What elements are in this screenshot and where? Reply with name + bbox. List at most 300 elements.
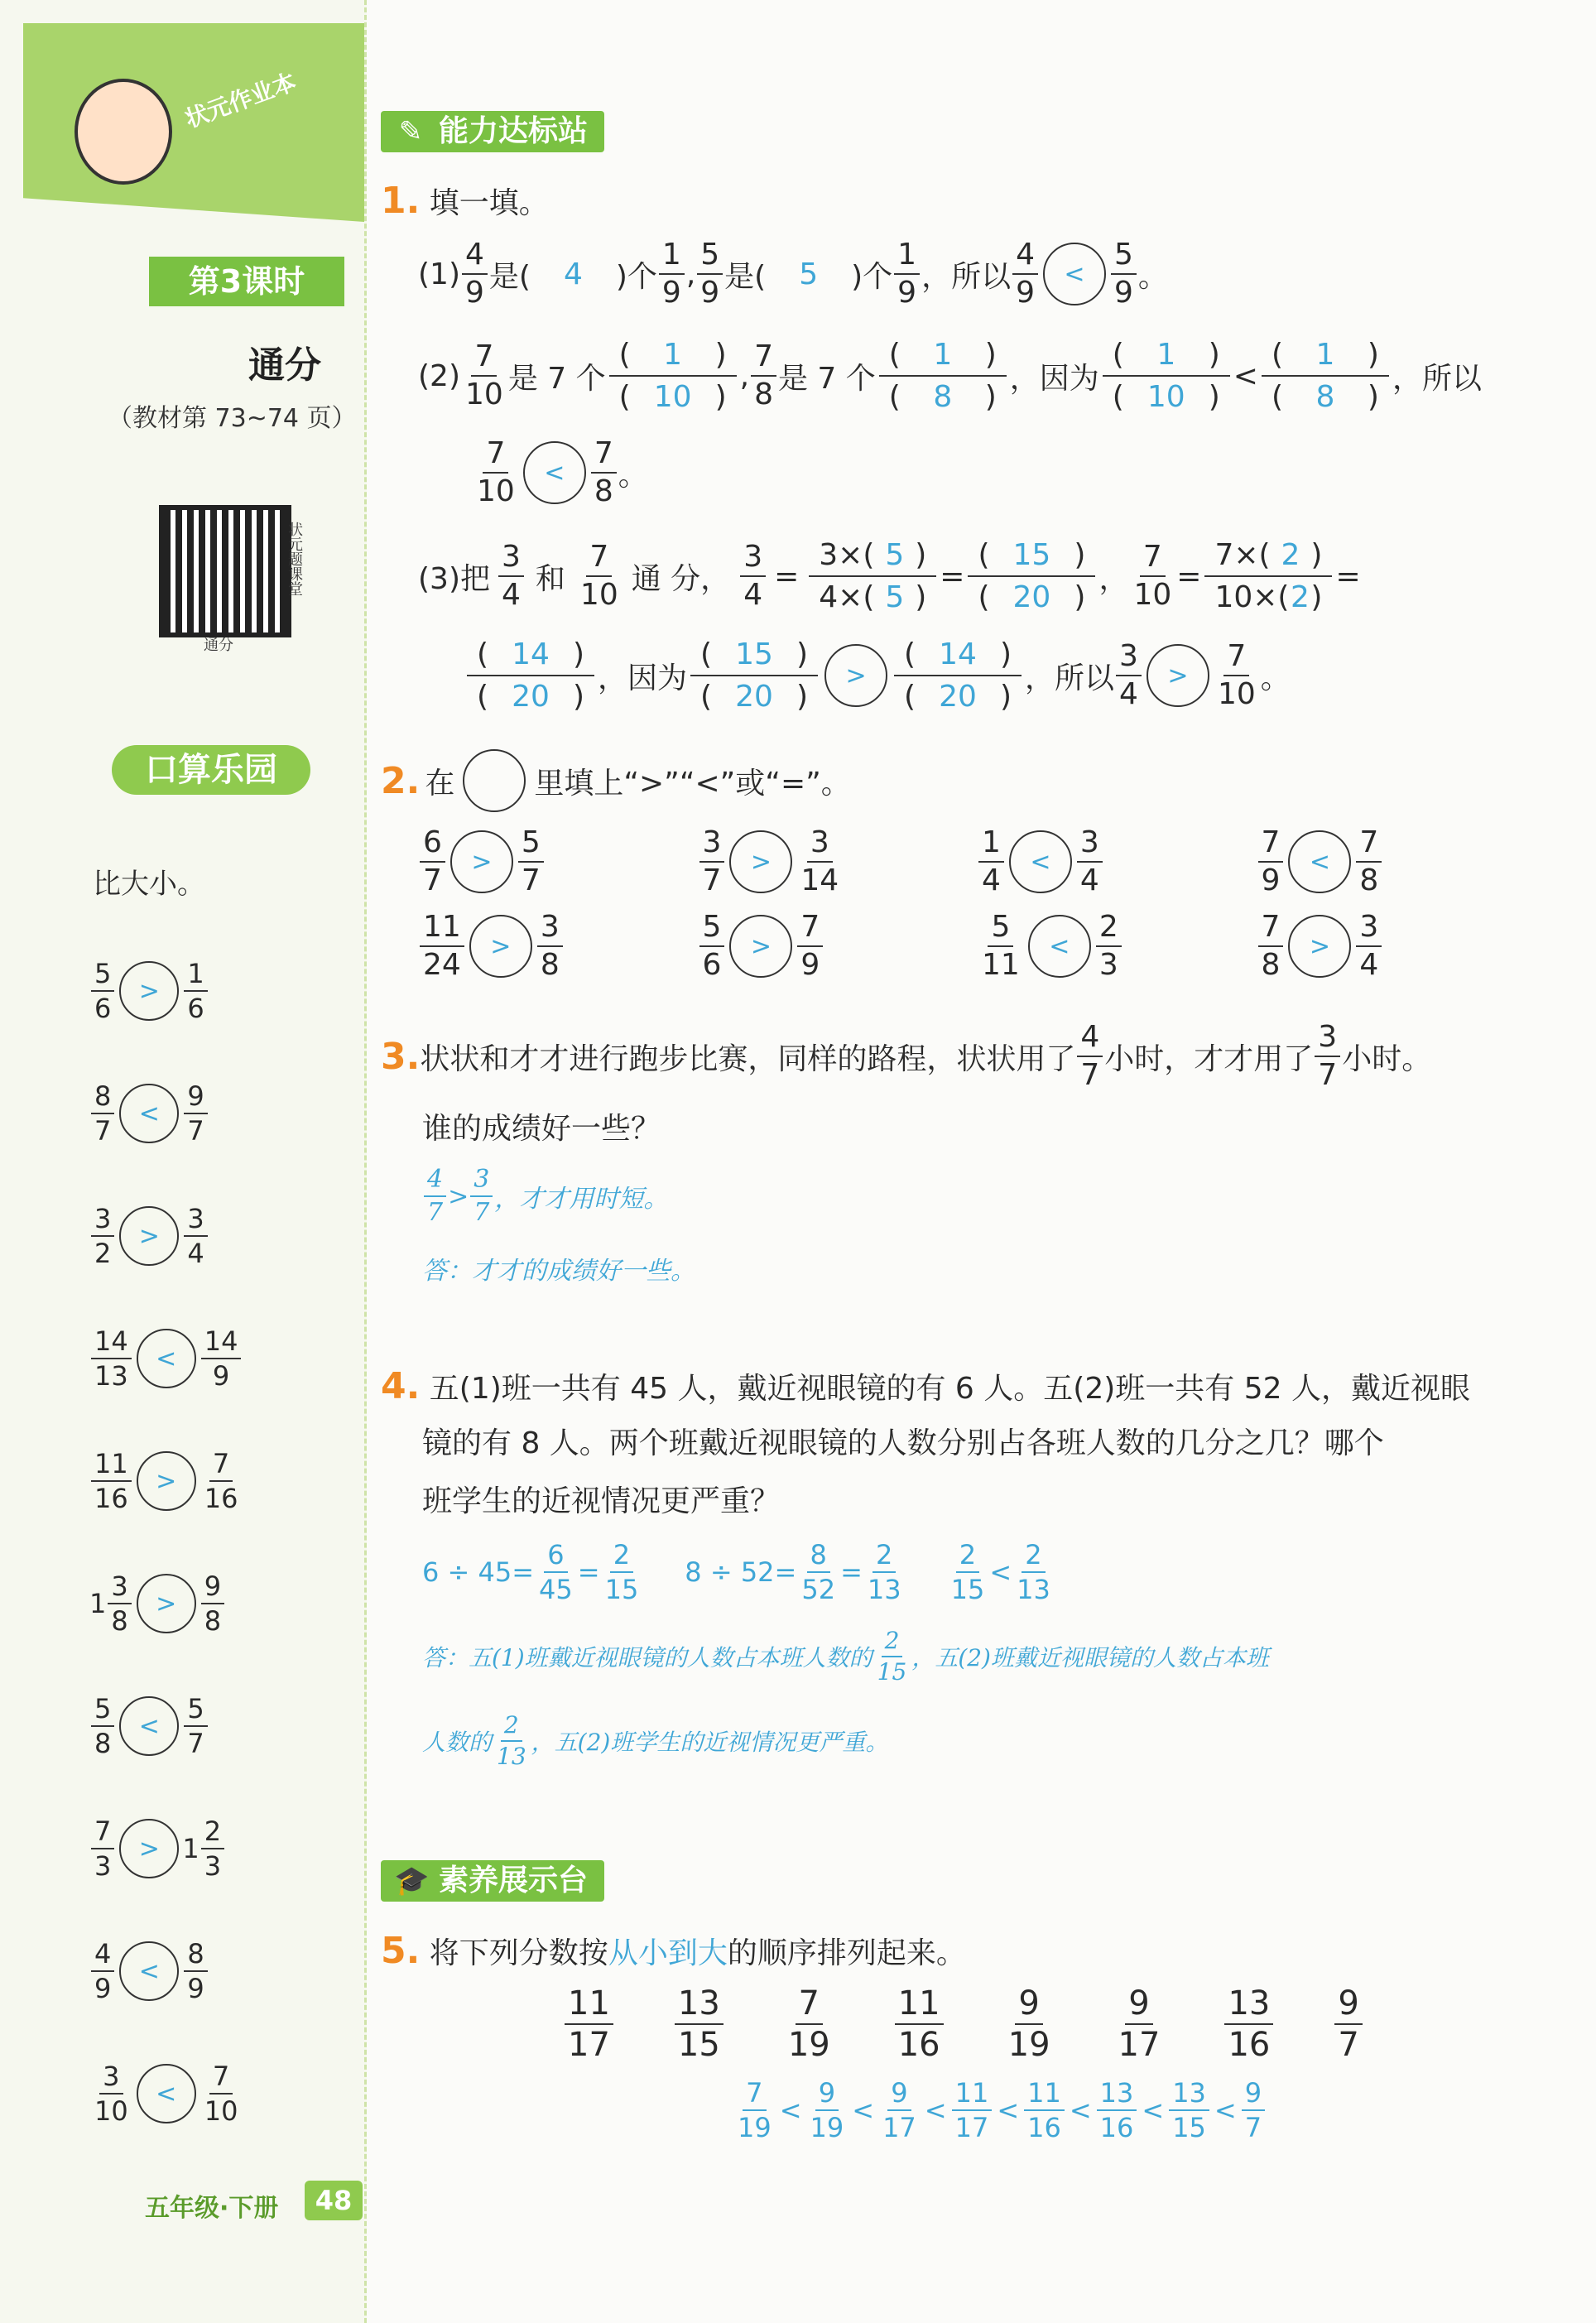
q2-item [1257,825,1536,897]
q4-line1 [381,1358,1470,1416]
numerator: 9 [1334,1987,1362,2025]
fraction [1003,1984,1055,2064]
q2-post: 里填上“>”“<”或“=”。 [534,766,851,801]
denominator: 19 [810,2112,844,2143]
denominator: 8 [1261,948,1281,982]
fraction [89,1695,116,1757]
text: 状状和才才进行跑步比赛，同样的路程，状状用了 [420,1041,1076,1076]
q5-header [381,1922,966,1980]
denominator: 7 [702,863,722,897]
numerator: 7 [796,1987,823,2025]
fraction [698,825,727,897]
q2-item [698,825,978,897]
fraction [1223,1984,1275,2064]
compare-circle[interactable]: > [119,1819,179,1878]
compare-circle[interactable]: > [1147,644,1209,707]
fraction [977,912,1025,980]
fraction [1240,2077,1267,2143]
less-than-sign: < [1069,2095,1092,2126]
fraction [182,1816,226,1882]
denominator: 6 [702,948,722,982]
fraction [200,1570,226,1637]
text: )个 [851,259,893,294]
q1-number: 1. [381,180,421,222]
q1-part3-cont [464,637,1291,714]
text: ，所以 [1392,361,1482,396]
denominator: 15 [677,2026,720,2064]
numerator: 1 [184,960,207,992]
q5-number: 5. [381,1930,421,1972]
fraction [563,1984,615,2064]
answer-fraction[interactable]: ( 1 ) ( 8 ) [879,338,1007,414]
text: 是( [724,259,767,294]
text: < [1233,358,1258,393]
compare-circle[interactable]: > [824,644,887,707]
denominator: 16 [1099,2112,1134,2143]
oral-intro: 比大小。 [93,868,205,901]
q2-item [977,912,1257,980]
less-than-sign: < [779,2095,802,2126]
numerator: 11 [565,1987,613,2025]
fraction: $\frac{7}{8}$ [751,342,776,410]
graduation-cap-icon: 🎓 [394,1864,430,1897]
brand-label: 状元作业本 [181,67,300,133]
q4-work[interactable]: 6 ÷ 45= $\frac{6}{45}$ = $\frac{2}{15}$ 8 ÷ 52= $\frac{8}{52}$ = $\frac{2}{13}$ $\frac{2}{15}$ < $\frac{2}{13}$ [422,1541,1055,1603]
fraction [783,1984,835,2064]
q2-grid [418,825,1536,982]
section-banner-label: 素养展示台 [439,1864,589,1897]
q5-answer[interactable] [733,2077,1267,2143]
answer-fraction[interactable]: ( 15 ) ( 20 ) [690,637,818,714]
fraction: $\frac{5}{9}$ [697,240,723,308]
denominator: 19 [787,2026,830,2064]
q2-item [418,912,698,980]
numerator: 1 [978,828,1004,863]
fraction: $\frac{7}{10}$ [579,540,618,612]
fraction: $\frac{3}{7}$ [1315,1022,1340,1090]
less-than-sign: < [997,2095,1020,2126]
fraction [796,912,824,980]
q1-p3-label: (3)把 [418,561,490,596]
fraction: $\frac{4}{7}$ [1077,1022,1103,1090]
answer-blank[interactable]: 5 [799,257,819,291]
fraction: $\frac{2}{15}$ [950,1539,985,1605]
fraction [1354,825,1383,897]
q2-pre: 在 [425,766,455,801]
q3-work[interactable] [422,1167,668,1225]
oral-item [89,1695,209,1757]
q2-header [381,749,851,812]
compare-circle[interactable]: < [1288,830,1351,893]
q4-answer-line1[interactable] [422,1629,1269,1684]
denominator: 3 [1098,948,1118,982]
numerator: 3 [184,1205,207,1237]
numerator: 7 [1258,828,1284,863]
denominator: 9 [1261,863,1281,897]
denominator: 8 [111,1605,128,1637]
denominator: 16 [94,1483,128,1514]
fraction: $\frac{7}{10}$ [1217,639,1256,711]
numerator: 13 [1097,2080,1137,2111]
q1-part1: (1) $\frac{4}{9}$ 是( 4 )个 $\frac{1}{9}$ , $\frac{5}{9}$ 是( 5 )个 $\frac{1}{9}$ ，所以 $\frac{4}{9}$ < $\frac{5}{9}$ 。 [418,238,1168,310]
fraction [89,1570,133,1637]
compare-circle[interactable]: < [523,441,586,504]
denominator: 7 [187,1728,204,1759]
compare-circle[interactable]: < [1043,243,1106,305]
multiply-fraction[interactable]: 7×( 2 ) 10×( 2 ) [1204,538,1332,614]
section-banner-ability [381,111,604,152]
answer-fraction[interactable]: ( 14 ) ( 20 ) [894,637,1022,714]
fraction [893,1984,945,2064]
compare-circle[interactable]: > [450,830,513,893]
q3-line1 [381,1022,1431,1090]
fraction [418,825,447,897]
text: 小时，才才用了 [1104,1041,1314,1076]
fraction [89,1325,133,1392]
text: 是 7 个 [777,361,876,396]
compare-circle[interactable]: < [1009,830,1072,893]
numerator: 9 [184,1083,207,1114]
text: 是 7 个 [507,361,606,396]
fraction [1095,2077,1139,2143]
fraction [200,1325,243,1392]
text: ，因为 [598,661,688,695]
page-title: 通分 [248,344,321,387]
denominator: 8 [540,948,560,982]
fraction [1094,912,1123,980]
numerator: 5 [699,912,725,947]
oral-item [89,1816,226,1882]
oral-item [89,1570,226,1637]
denominator: 19 [1007,2026,1050,2064]
textbook-pages: （教材第 73~74 页） [108,404,357,433]
fraction [536,912,565,980]
fraction: $\frac{2}{15}$ [604,1539,639,1605]
denominator: 13 [94,1360,128,1392]
fraction [733,2077,776,2143]
oral-item [89,2061,243,2127]
denominator: 24 [423,948,461,982]
numerator: 8 [91,1083,114,1114]
qr-side-label: 状元题课堂 [286,522,303,596]
footer-grade: 五年级·下册 [145,2194,279,2223]
numerator: 8 [184,1941,207,1972]
compare-circle[interactable]: > [119,961,179,1021]
compare-circle[interactable]: > [729,915,792,978]
fraction [805,2077,849,2143]
numerator: 3 [537,912,563,947]
fraction: $\frac{3}{7}$ [470,1167,493,1225]
fraction [200,2061,243,2127]
q4-line2: 镜的有 8 人。两个班戴近视眼镜的人数分别占各班人数的几分之几？哪个 [422,1426,1384,1460]
compare-circle[interactable]: < [119,1084,179,1143]
q1-prompt: 填一填。 [429,186,549,220]
denominator: 7 [521,863,541,897]
numerator: 5 [184,1695,207,1727]
oral-item [89,1325,243,1392]
denominator: 4 [1359,948,1379,982]
text: ，因为 [1009,361,1099,396]
fraction: $\frac{4}{9}$ [462,240,488,308]
fraction [698,912,727,980]
denominator: 3 [94,1850,112,1882]
numerator: 9 [1015,1987,1042,2025]
answer-fraction[interactable]: ( 1 ) ( 8 ) [1262,338,1389,414]
q2-number: 2. [381,759,421,802]
q4-answer-line2[interactable] [422,1711,889,1770]
q4-number: 4. [381,1365,421,1407]
denominator: 17 [954,2112,989,2143]
fraction: $\frac{2}{13}$ [497,1711,526,1770]
numerator: 13 [675,1987,723,2025]
fraction [977,825,1006,897]
denominator: 9 [800,948,820,982]
q1-part2: (2) $\frac{7}{10}$ 是 7 个 ( 1 ) ( 10 ) , $\frac{7}{8}$ 是 7 个 ( 1 ) ( 8 ) ，因为 ( 1 ) ( 10 ) < ( 1 ) ( 8 ) ，所以 [418,338,1482,414]
text: 的顺序排列起来。 [727,1936,966,1970]
numerator: 9 [201,1573,224,1604]
q1-p2-label: (2) [418,358,460,393]
denominator: 7 [94,1115,112,1147]
text: )个 [615,259,657,294]
denominator: 6 [187,993,204,1024]
fraction: $\frac{7}{8}$ [591,439,617,507]
section-banner-label: 能力达标站 [439,114,589,148]
compare-circle[interactable]: > [137,1574,196,1633]
compare-circle[interactable]: > [729,830,792,893]
numerator: 11 [91,1450,132,1482]
denominator: 7 [423,863,442,897]
q2-item [1257,912,1536,980]
numerator: 2 [201,1818,224,1849]
text: ，所以 [921,259,1012,294]
q3-answer[interactable]: 答：才才的成绩好一些。 [422,1257,695,1286]
denominator: 14 [800,863,839,897]
text: 是( [488,259,531,294]
numerator: 3 [99,2063,123,2095]
q2-item [418,825,698,897]
fraction [89,960,116,1022]
compare-circle[interactable]: > [1288,915,1351,978]
denominator: 17 [882,2112,916,2143]
denominator: 11 [982,948,1020,982]
answer-fraction[interactable]: ( 15 ) ( 20 ) [968,538,1095,614]
text: 和 [535,561,565,596]
fraction [182,1695,209,1757]
denominator: 8 [94,1728,112,1759]
numerator: 7 [209,1450,233,1482]
numerator: 13 [1224,1987,1273,2025]
fraction [200,1450,243,1512]
fraction: $\frac{6}{45}$ [539,1539,573,1605]
fraction: $\frac{3}{4}$ [1116,642,1142,709]
fraction [182,960,209,1022]
fraction [1333,1984,1363,2064]
numerator: 3 [1077,828,1103,863]
denominator: 17 [1118,2026,1161,2064]
fraction [1354,912,1383,980]
numerator: 3 [699,828,725,863]
denominator: 10 [94,2095,128,2127]
fraction [182,1938,209,2004]
fraction [1022,2077,1066,2143]
qr-code-icon[interactable] [159,505,291,637]
text: 。 [1260,661,1291,695]
q5-highlight: 从小到大 [608,1936,728,1970]
oral-item [89,1450,243,1512]
numerator: 3 [108,1573,131,1604]
fraction: $\frac{3}{4}$ [498,542,524,610]
fraction [1257,912,1286,980]
denominator: 9 [94,1973,112,2004]
compare-circle[interactable]: < [1028,915,1091,978]
section-banner-literacy [381,1860,604,1902]
denominator: 17 [568,2026,610,2064]
fraction [89,2061,133,2127]
compare-circle[interactable]: < [119,1941,179,2001]
fraction [89,1816,116,1882]
fraction [89,1205,116,1267]
denominator: 16 [1228,2026,1271,2064]
numerator: 5 [988,912,1013,947]
denominator: 3 [204,1850,222,1882]
text: ，才才用时短。 [494,1185,669,1214]
fraction [950,2077,994,2143]
fraction: $\frac{3}{4}$ [740,542,766,610]
fraction [1257,825,1286,897]
compare-circle[interactable]: < [137,1329,196,1388]
fraction: $\frac{8}{52}$ [801,1539,836,1605]
q4-line3: 班学生的近视情况更严重？ [422,1484,781,1518]
fraction: $\frac{1}{9}$ [894,240,920,308]
numerator: 9 [815,2080,839,2111]
denominator: 2 [94,1238,112,1269]
denominator: 16 [1027,2112,1061,2143]
denominator: 15 [1172,2112,1206,2143]
text: 答：五(1)班戴近视眼镜的人数占本班人数的 [422,1644,873,1671]
denominator: 8 [1359,863,1379,897]
compare-circle[interactable]: < [119,1696,179,1756]
fraction: $\frac{1}{9}$ [659,240,685,308]
denominator: 4 [187,1238,204,1269]
text: ，五(2)班学生的近视情况更严重。 [531,1729,889,1756]
numerator: 3 [807,828,833,863]
whole-number: 1 [89,1588,107,1619]
pencil-icon: ✎ [398,115,423,148]
fraction [89,1450,133,1512]
numerator: 11 [420,912,464,947]
denominator: 16 [897,2026,940,2064]
oral-item [89,960,209,1022]
numerator: 11 [1024,2080,1065,2111]
numerator: 2 [1096,912,1122,947]
fraction [517,825,546,897]
q1-header [381,172,549,230]
numerator: 7 [797,912,823,947]
answer-fraction[interactable]: ( 1 ) ( 10 ) [1103,338,1230,414]
q1-part2-cont [472,436,648,508]
fraction [1075,825,1104,897]
fraction: $\frac{5}{9}$ [1111,240,1137,308]
fraction: $\frac{7}{10}$ [465,339,503,411]
q1-part3: (3)把 $\frac{3}{4}$ 和 $\frac{7}{10}$ 通 分， $\frac{3}{4}$ = 3×( 5 ) 4×( 5 ) = ( 15 ) ( 20 ) ， $\frac{7}{10}$ = 7×( 2 ) 10×( 2 ) = [418,538,1361,614]
fraction [182,1080,209,1147]
text: 人数的 [422,1729,493,1756]
text: 8 ÷ 52= [685,1556,797,1588]
q2-item [698,912,978,980]
numerator: 5 [518,828,544,863]
fraction [1113,1984,1166,2064]
fraction [1167,2077,1211,2143]
answer-blank[interactable]: 4 [563,257,583,291]
numerator: 6 [420,828,445,863]
text: 6 ÷ 45= [422,1556,535,1588]
q2-item [977,825,1257,897]
numerator: 14 [201,1328,242,1359]
numerator: 9 [1242,2080,1265,2111]
denominator: 8 [204,1605,222,1637]
answer-fraction[interactable]: ( 14 ) ( 20 ) [467,637,594,714]
less-than-sign: < [1142,2095,1165,2126]
text: 。 [1137,259,1168,294]
text: 将下列分数按 [429,1936,608,1970]
compare-circle[interactable]: > [469,915,532,978]
fraction: $\frac{4}{9}$ [1012,240,1038,308]
page-number: 48 [305,2181,363,2220]
oral-item [89,1205,209,1267]
numerator: 7 [743,2080,766,2111]
multiply-fraction[interactable]: 3×( 5 ) 4×( 5 ) [809,538,936,614]
text: ，所以 [1025,661,1115,695]
fraction: $\frac{7}{10}$ [1133,540,1172,612]
oral-item [89,1938,209,2004]
numerator: 13 [1169,2080,1209,2111]
less-than-sign: < [852,2095,875,2126]
denominator: 9 [187,1973,204,2004]
compare-circle[interactable]: < [137,2064,196,2123]
numerator: 7 [1258,912,1284,947]
fraction: $\frac{2}{15}$ [877,1627,907,1686]
fraction [89,1080,116,1147]
compare-circle[interactable]: > [119,1206,179,1266]
fraction [877,2077,921,2143]
numerator: 5 [91,960,114,992]
compare-circle[interactable]: > [137,1451,196,1511]
numerator: 7 [91,1818,114,1849]
blank-circle-icon [463,749,526,812]
mascot-boy-icon [75,79,172,185]
answer-fraction[interactable]: ( 1 ) ( 10 ) [609,338,737,414]
fraction [796,825,844,897]
less-than-sign: < [1214,2095,1237,2126]
denominator: 10 [204,2095,238,2127]
numerator: 7 [1356,828,1382,863]
denominator: 6 [94,993,112,1024]
denominator: 16 [204,1483,238,1514]
oral-item [89,1080,209,1147]
text: 小时。 [1342,1041,1432,1076]
denominator: 4 [1079,863,1099,897]
fraction [418,912,466,980]
numerator: 3 [91,1205,114,1237]
numerator: 5 [91,1695,114,1727]
numerator: 11 [952,2080,993,2111]
q1-p1-label: (1) [418,257,460,291]
fraction: $\frac{2}{13}$ [867,1539,901,1605]
fraction: $\frac{7}{10}$ [477,436,515,508]
numerator: 11 [895,1987,944,2025]
oral-section-title: 口算乐园 [112,745,310,795]
text: 五(1)班一共有 45 人，戴近视眼镜的有 6 人。五(2)班一共有 52 人，戴近视眼 [429,1372,1470,1406]
